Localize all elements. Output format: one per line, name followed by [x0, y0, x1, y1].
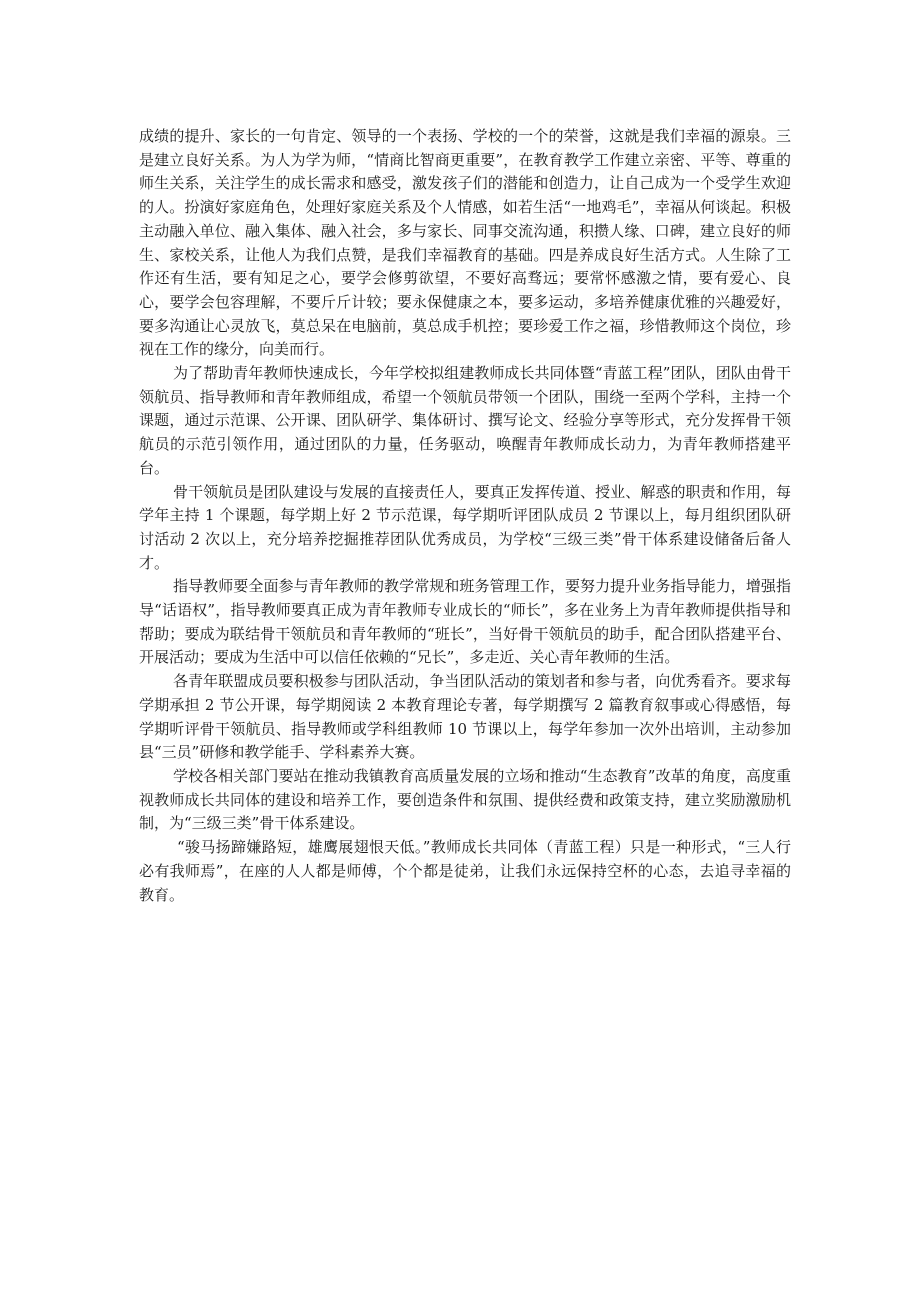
paragraph-school-departments: 学校各相关部门要站在推动我镇教育高质量发展的立场和推动“生态教育”改革的角度，高度重视教师成长共同体的建设和培养工作，要创造条件和氛围、提供经费和政策支持，建立奖励激励机制，为“三级三类”骨干体系建设。 — [139, 766, 791, 833]
paragraph-youth-alliance: 各青年联盟成员要积极参与团队活动，争当团队活动的策划者和参与者，向优秀看齐。要求每学期承担 2 节公开课，每学期阅读 2 本教育理论专著，每学期撰写 2 篇教育叙事或心得感悟，每学期听评骨干领航员、指导教师或学科组教师 10 节课以上，每学年参加一次外出培训，主动参加县“三员”研修和教学能手、学科素养大赛。 — [139, 672, 791, 762]
paragraph-continuation: 成绩的提升、家长的一句肯定、领导的一个表扬、学校的一个的荣誉，这就是我们幸福的源泉。三是建立良好关系。为人为学为师，“情商比智商更重要”，在教育教学工作建立亲密、平等、尊重的师生关系，关注学生的成长需求和感受，激发孩子们的潜能和创造力，让自己成为一个受学生欢迎的人。扮演好家庭角色，处理好家庭关系及个人情感，如若生活“一地鸡毛”，幸福从何谈起。积极主动融入单位、融入集体、融入社会，多与家长、同事交流沟通，积攒人缘、口碑，建立良好的师生、家校关系，让他人为我们点赞，是我们幸福教育的基础。四是养成良好生活方式。人生除了工作还有生活，要有知足之心，要学会修剪欲望，不要好高骛远；要常怀感激之情，要有爱心、良心，要学会包容理解，不要斤斤计较；要永保健康之本，要多运动，多培养健康优雅的兴趣爱好，要多沟通让心灵放飞，莫总呆在电脑前，莫总成手机控；要珍爱工作之福，珍惜教师这个岗位，珍视在工作的缘分，向美而行。 — [139, 127, 791, 359]
paragraph-backbone-navigator: 骨干领航员是团队建设与发展的直接责任人，要真正发挥传道、授业、解惑的职责和作用，每学年主持 1 个课题，每学期上好 2 节示范课，每学期听评团队成员 2 节课以上，每月组织团队研讨活动 2 次以上，充分培养挖掘推荐团队优秀成员，为学校“三级三类”骨干体系建设储备后备人才。 — [139, 482, 791, 572]
paragraph-qinglan-project: 为了帮助青年教师快速成长，今年学校拟组建教师成长共同体暨“青蓝工程”团队，团队由骨干领航员、指导教师和青年教师组成，希望一个领航员带领一个团队，围绕一至两个学科，主持一个课题，通过示范课、公开课、团队研学、集体研讨、撰写论文、经验分享等形式，充分发挥骨干领航员的示范引领作用，通过团队的力量，任务驱动，唤醒青年教师成长动力，为青年教师搭建平台。 — [139, 364, 791, 477]
document-body — [139, 125, 791, 907]
paragraph-mentor-teacher: 指导教师要全面参与青年教师的教学常规和班务管理工作，要努力提升业务指导能力，增强指导“话语权”，指导教师要真正成为青年教师专业成长的“师长”，多在业务上为青年教师提供指导和帮助；要成为联结骨干领航员和青年教师的“班长”，当好骨干领航员的助手，配合团队搭建平台、开展活动；要成为生活中可以信任依赖的“兄长”，多走近、关心青年教师的生活。 — [139, 577, 791, 667]
paragraph-closing: “骏马扬蹄嫌路短，雄鹰展翅恨天低。”教师成长共同体（青蓝工程）只是一种形式，“三人行必有我师焉”，在座的人人都是师傅，个个都是徒弟，让我们永远保持空杯的心态，去追寻幸福的教育。 — [139, 838, 791, 904]
